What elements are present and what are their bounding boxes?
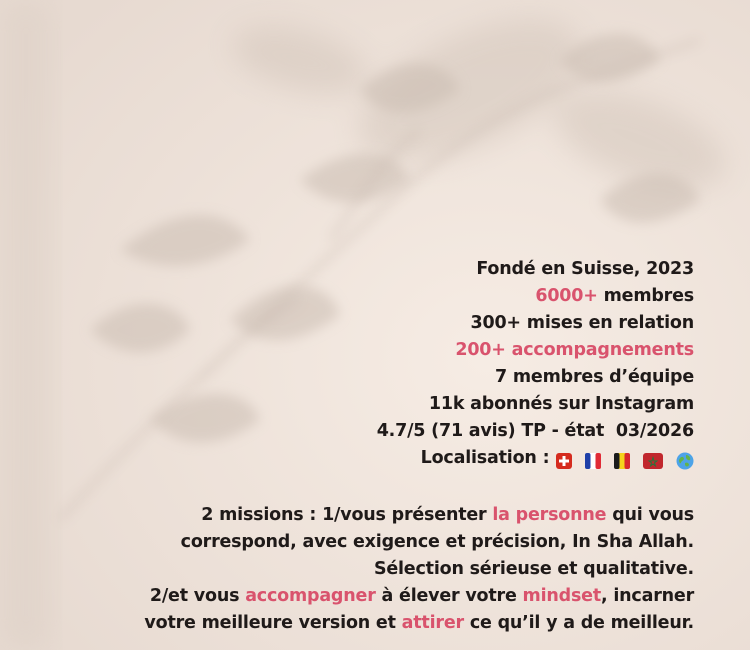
coaching-text: 200+ accompagnements [455, 340, 694, 360]
members-label: membres [597, 286, 694, 306]
location-line [54, 445, 694, 475]
missions-highlight-accompany: accompagner [245, 586, 376, 606]
missions-highlight-attract: attirer [401, 613, 464, 633]
info-panel [54, 256, 694, 637]
globe-icon [676, 452, 694, 470]
missions-text: 2 missions : 1/vous présenter [201, 505, 493, 525]
missions-text: Sélection sérieuse et qualitative. [373, 559, 694, 579]
location-label: Localisation : [420, 448, 550, 468]
missions-line-2 [54, 529, 694, 556]
missions-highlight-mindset: mindset [522, 586, 602, 606]
missions-text: votre meilleure version et [144, 613, 402, 633]
team-text: 7 membres d’équipe [495, 367, 694, 387]
missions-highlight-person: la personne [492, 505, 607, 525]
coaching-line [54, 337, 694, 364]
missions-text: 2/et vous [149, 586, 246, 606]
instagram-line [54, 391, 694, 418]
location-flags [549, 448, 694, 475]
belgium-flag-icon [614, 453, 630, 469]
missions-text: correspond, avec exigence et précision, In Sha Allah. [180, 532, 694, 552]
matches-text: 300+ mises en relation [470, 313, 694, 333]
missions-line-1 [54, 502, 694, 529]
spacer [54, 475, 694, 502]
rating-text: 4.7/5 (71 avis) TP - état 03/2026 [376, 421, 694, 441]
matches-line [54, 310, 694, 337]
team-line [54, 364, 694, 391]
switzerland-flag-icon [556, 453, 572, 469]
missions-line-4 [54, 583, 694, 610]
members-count: 6000+ [535, 286, 598, 306]
missions-text: ce qu’il y a de meilleur. [463, 613, 694, 633]
morocco-flag-icon [643, 453, 663, 469]
founded-line [54, 256, 694, 283]
rating-line [54, 418, 694, 445]
founded-text: Fondé en Suisse, 2023 [476, 259, 694, 279]
missions-line-3 [54, 556, 694, 583]
missions-text: à élever votre [375, 586, 523, 606]
missions-line-5 [54, 610, 694, 637]
missions-text: , incarner [601, 586, 694, 606]
instagram-text: 11k abonnés sur Instagram [428, 394, 694, 414]
missions-text: qui vous [606, 505, 694, 525]
france-flag-icon [585, 453, 601, 469]
members-line [54, 283, 694, 310]
